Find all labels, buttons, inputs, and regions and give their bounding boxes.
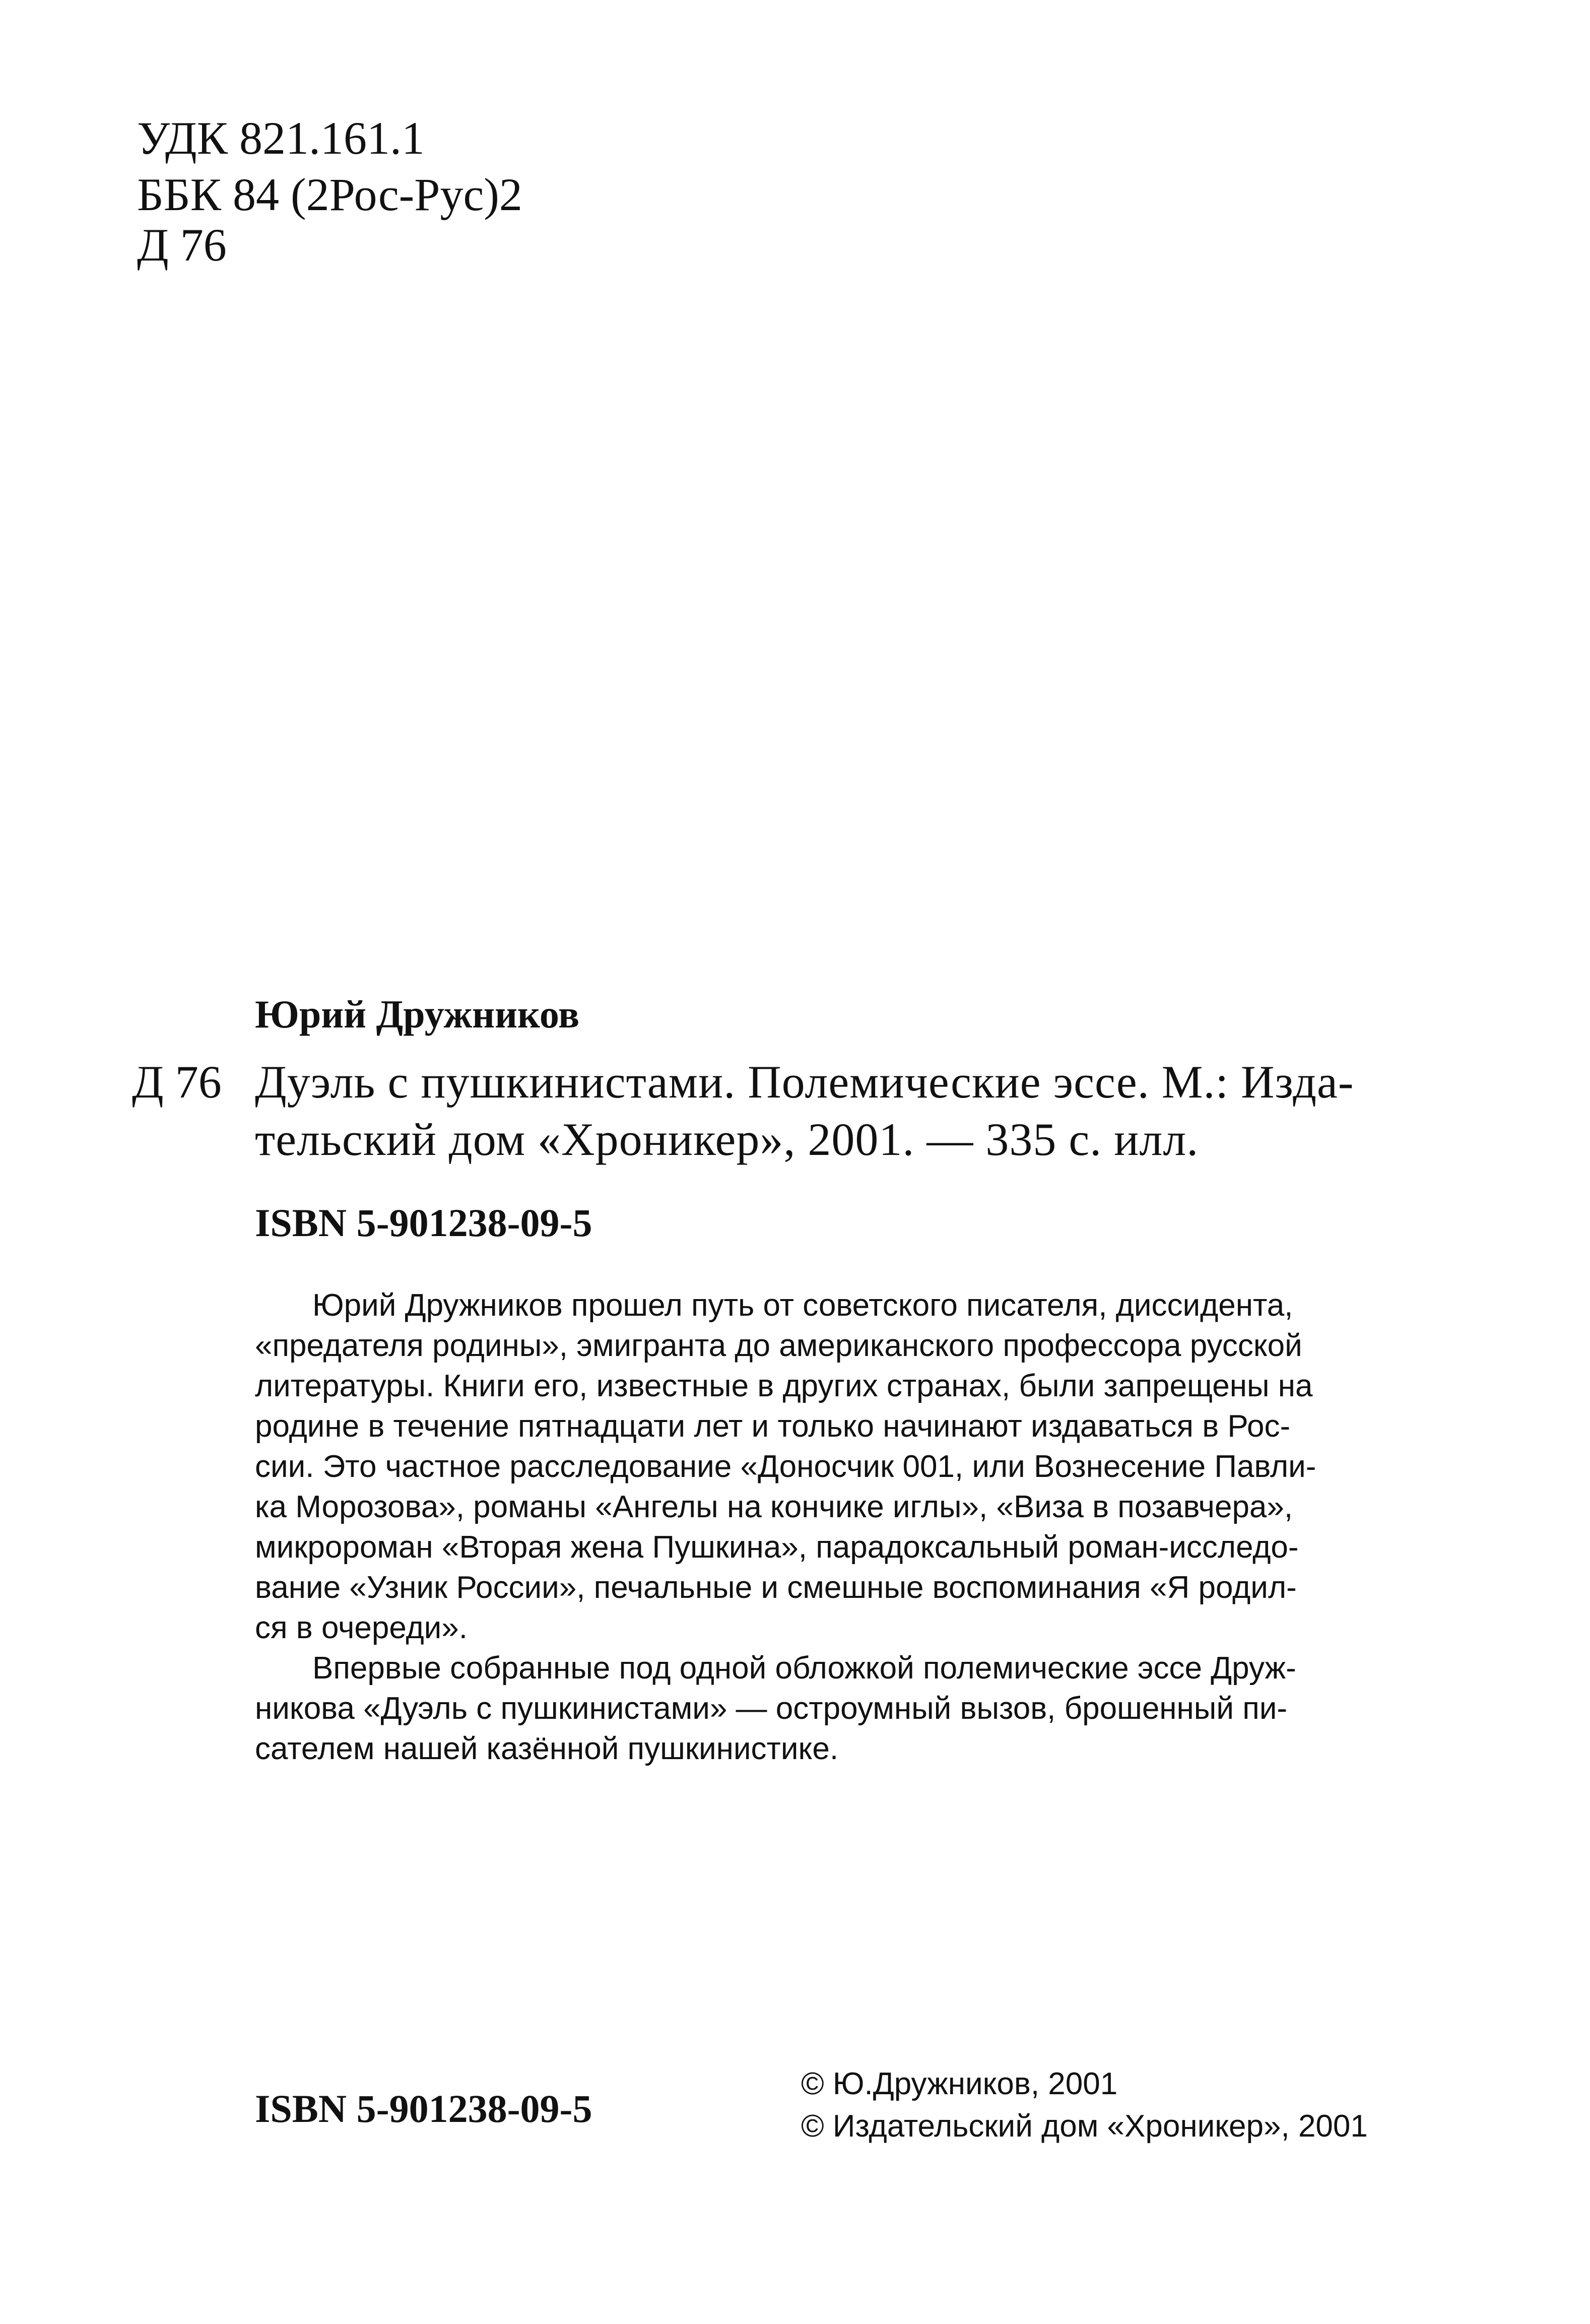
bbk-code: ББК 84 (2Рос-Рус)2: [137, 169, 522, 220]
annotation-line: ка Морозова», романы «Ангелы на кончике иглы», «Виза в позавчера»,: [255, 1490, 1293, 1524]
entry-code: Д 76: [132, 1056, 222, 1108]
annotation-line: сии. Это частное расследование «Доносчик 001, или Вознесение Павли-: [255, 1449, 1316, 1484]
udk-code: УДК 821.161.1: [137, 112, 425, 164]
entry-isbn: ISBN 5-901238-09-5: [255, 1201, 592, 1245]
annotation-line: Впервые собранные под одной обложкой полемические эссе Друж-: [312, 1651, 1296, 1686]
author-name: Юрий Дружников: [255, 992, 580, 1036]
annotation-line: микророман «Вторая жена Пушкина», парадоксальный роман-исследо-: [255, 1530, 1299, 1565]
annotation-line: литературы. Книги его, известные в других странах, были запрещены на: [255, 1369, 1313, 1403]
annotation-line: никова «Дуэль с пушкинистами» — остроумный вызов, брошенный пи-: [255, 1691, 1288, 1726]
annotation-line: Юрий Дружников прошел путь от советского писателя, диссидента,: [312, 1288, 1293, 1323]
entry-title-line-2: тельский дом «Хроникер», 2001. — 335 с. илл.: [255, 1114, 1199, 1165]
copyright-author: © Ю.Дружников, 2001: [801, 2067, 1118, 2101]
annotation-line: сателем нашей казённой пушкинистике.: [255, 1731, 839, 1766]
annotation-line: родине в течение пятнадцати лет и только начинают издаваться в Рос-: [255, 1409, 1291, 1444]
entry-title-line-1: Дуэль с пушкинистами. Полемические эссе. М.: Изда-: [255, 1056, 1354, 1108]
annotation-line: «предателя родины», эмигранта до американского профессора русской: [255, 1328, 1302, 1363]
annotation-line: вание «Узник России», печальные и смешные воспоминания «Я родил-: [255, 1570, 1297, 1605]
author-sign-code: Д 76: [137, 219, 227, 271]
footer-isbn: ISBN 5-901238-09-5: [255, 2087, 592, 2131]
copyright-publisher: © Издательский дом «Хроникер», 2001: [801, 2109, 1368, 2144]
annotation-line: ся в очереди».: [255, 1610, 468, 1645]
